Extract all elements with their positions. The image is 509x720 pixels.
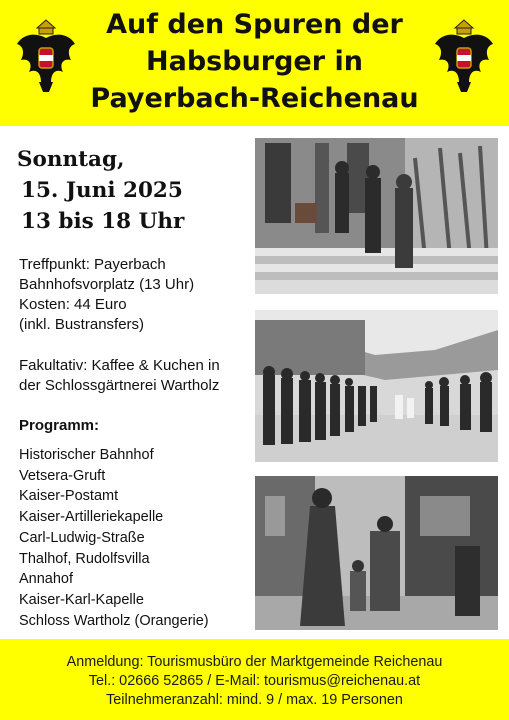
double-headed-eagle-icon (433, 18, 495, 98)
program-item: Kaiser-Karl-Kapelle (19, 591, 144, 608)
program-item: Historischer Bahnhof (19, 447, 154, 463)
historic-photo-station-steps (255, 138, 498, 294)
contact-line: Tel.: 02666 52865 / E-Mail: tourismus@reichenau.at (88, 673, 421, 689)
event-time: 13 bis 18 Uhr (21, 209, 185, 234)
optional-line: Fakultativ: Kaffee & Kuchen in (19, 357, 220, 374)
double-headed-eagle-icon (15, 18, 77, 98)
program-item: Annahof (19, 571, 74, 588)
event-datetime (17, 144, 184, 237)
program-item: Thalhof, Rudolfsvilla (19, 550, 150, 567)
optional-info (19, 356, 220, 396)
meeting-line: Bahnhofsvorplatz (13 Uhr) (19, 276, 195, 293)
program-item: Carl-Ludwig-Straße (19, 529, 145, 546)
meeting-line: (inkl. Bustransfers) (19, 316, 145, 333)
meeting-line: Treffpunkt: Payerbach (19, 256, 166, 273)
event-day: Sonntag, (17, 147, 125, 172)
meeting-info (19, 255, 194, 335)
page-title (80, 6, 429, 117)
title-line: Payerbach-Reichenau (90, 83, 419, 114)
historic-photo-train-platform (255, 476, 498, 630)
title-line: Habsburger in (146, 46, 363, 77)
title-line: Auf den Spuren der (106, 9, 403, 40)
optional-line: der Schlossgärtnerei Wartholz (19, 377, 220, 394)
historic-photo-soldiers-parade (255, 310, 498, 462)
program-item: Kaiser-Postamt (19, 488, 119, 505)
participants-line: Teilnehmeranzahl: mind. 9 / max. 19 Personen (106, 692, 403, 708)
registration-footer (0, 639, 509, 720)
registration-office: Anmeldung: Tourismusbüro der Marktgemeinde Reichenau (66, 654, 443, 670)
program-item: Vetsera-Gruft (19, 467, 106, 484)
program-list (19, 445, 209, 631)
program-heading: Programm: (19, 417, 100, 434)
meeting-line: Kosten: 44 Euro (19, 296, 127, 313)
event-date: 15. Juni 2025 (21, 178, 183, 203)
header-banner (0, 0, 509, 126)
program-item: Kaiser-Artilleriekapelle (19, 509, 164, 526)
program-item: Schloss Wartholz (Orangerie) (19, 612, 209, 629)
